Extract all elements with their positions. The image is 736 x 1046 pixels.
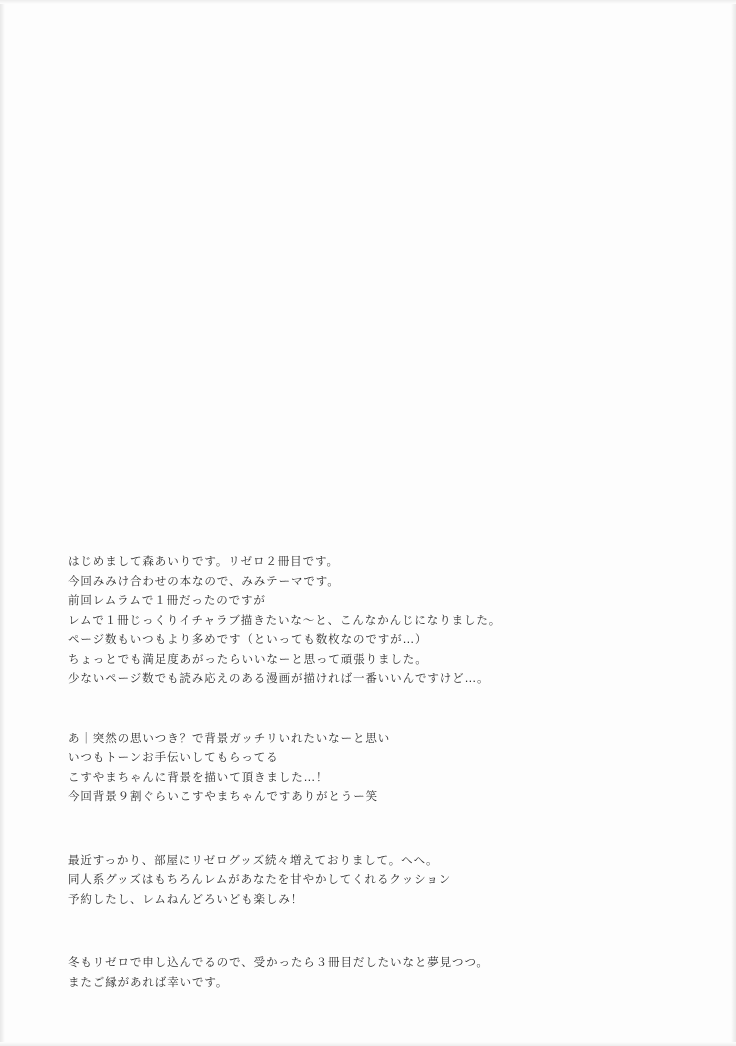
page-edge-left <box>0 0 5 1046</box>
afterword-line: 同人系グッズはもちろんレムがあなたを甘やかしてくれるクッション <box>68 872 452 886</box>
afterword-line: 今回みみけ合わせの本なので、みみテーマです。 <box>68 573 340 588</box>
afterword-line: 予約したし、レムねんどろいども楽しみ！ <box>68 891 304 906</box>
afterword-line: いつもトーンお手伝いしてもらってる <box>68 750 279 764</box>
afterword-text-block <box>68 552 668 992</box>
afterword-line: またご縁があれば幸いです。 <box>68 974 229 989</box>
afterword-line: 最近すっかり、部屋にリゼログッズ続々増えておりまして。へへ。 <box>68 852 439 867</box>
page-edge-top <box>0 0 736 4</box>
afterword-line: 少ないページ数でも読み応えのある漫画が描ければ一番いいんですけど…。 <box>68 671 490 685</box>
afterword-line: ちょっとでも満足度あがったらいいなーと思って頑張りました。 <box>68 651 428 666</box>
afterword-line: あ｜突然の思いつき？で背景ガッチリいれたいなーと思い <box>68 730 391 745</box>
afterword-line: 前回レムラムで１冊だったのですが <box>68 593 266 607</box>
afterword-paragraph-goods <box>68 851 668 910</box>
afterword-paragraph-closing <box>68 953 668 992</box>
afterword-line: 冬もリゼロで申し込んでるので、受かったら３冊目だしたいなと夢見つつ。 <box>68 955 489 969</box>
afterword-line: レムで１冊じっくりイチャラブ描きたいな～と、こんなかんじになりました。 <box>68 612 502 627</box>
afterword-line: ページ数もいつもより多めです（といっても数枚なのですが…） <box>68 632 428 646</box>
afterword-line: こすやまちゃんに背景を描いて頂きました…！ <box>68 769 329 784</box>
afterword-line: 今回背景９割ぐらいこすやまちゃんですありがとうー笑 <box>68 789 378 803</box>
page-edge-bottom <box>0 1042 736 1046</box>
page-edge-right <box>731 0 736 1046</box>
afterword-paragraph-intro <box>68 552 668 689</box>
afterword-line: はじめまして森あいりです。リゼロ２冊目です。 <box>68 554 339 568</box>
afterword-paragraph-background-thanks <box>68 729 668 807</box>
